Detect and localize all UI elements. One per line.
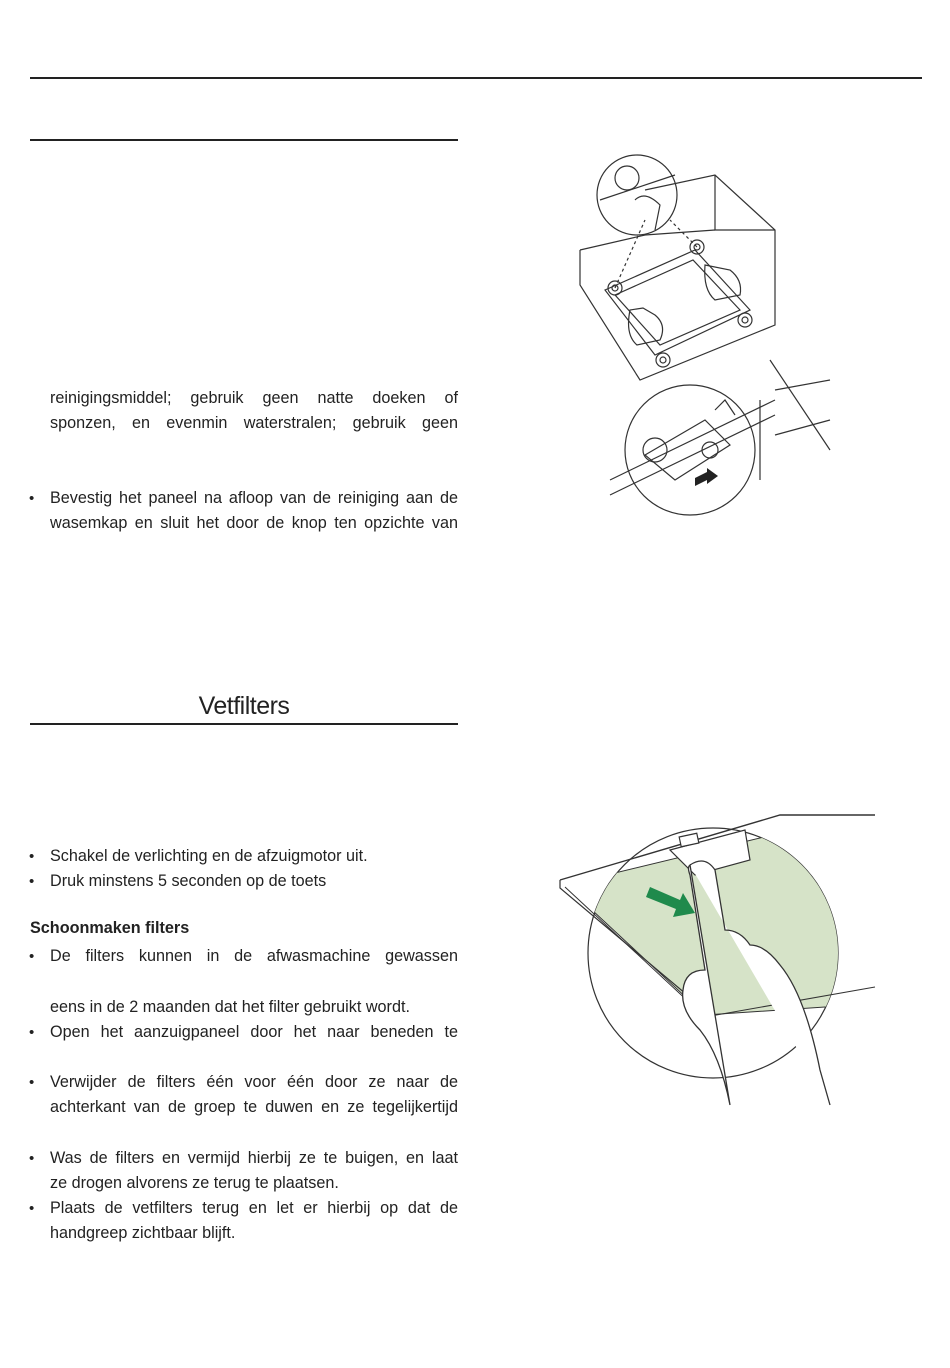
bullet-press-key: Druk minstens 5 seconden op de toets — [50, 872, 327, 890]
bullet-lights-off: Schakel de verlichting en de afzuigmotor uit. — [50, 847, 368, 865]
bullet-marker: • — [29, 948, 35, 965]
cleaning-line-1: reinigingsmiddel; gebruik geen natte doeken of — [50, 389, 458, 407]
replace-filters-line-2: handgreep zichtbaar blijft. — [50, 1224, 236, 1242]
bullet-marker: • — [29, 1150, 35, 1167]
panel-fasten-line-1: Bevestig het paneel na afloop van de reiniging aan de — [50, 489, 458, 507]
open-panel-line: Open het aanzuigpaneel door het naar beneden te — [50, 1023, 458, 1041]
section-heading-grease-filters: Vetfilters — [198, 692, 290, 720]
bullet-marker: • — [29, 1074, 35, 1091]
bullet-marker: • — [29, 1024, 35, 1041]
dishwasher-line: De filters kunnen in de afwasmachine gewassen — [50, 947, 458, 965]
remove-filters-line-2: achterkant van de groep te duwen en ze tegelijkertijd — [50, 1098, 458, 1116]
grease-filter-illustration — [555, 805, 885, 1125]
bullet-marker: • — [29, 490, 35, 507]
frequency-line: eens in de 2 maanden dat het filter gebruikt wordt. — [50, 998, 410, 1016]
section-rule-cleaning — [30, 139, 458, 141]
wash-filters-line-2: ze drogen alvorens ze terug te plaatsen. — [50, 1174, 339, 1192]
remove-filters-line-1: Verwijder de filters één voor één door ze naar de — [50, 1073, 458, 1091]
top-rule — [30, 77, 922, 79]
section-rule-grease — [30, 723, 458, 725]
panel-fasten-line-2: wasemkap en sluit het door de knop ten opzichte van — [50, 514, 458, 532]
bullet-marker: • — [29, 1200, 35, 1217]
hood-panel-illustration — [575, 150, 840, 520]
subheading-clean-filters: Schoonmaken filters — [30, 919, 190, 937]
wash-filters-line-1: Was de filters en vermijd hierbij ze te buigen, en laat — [50, 1149, 458, 1167]
cleaning-line-2: sponzen, en evenmin waterstralen; gebruik geen — [50, 414, 458, 432]
bullet-marker: • — [29, 848, 35, 865]
replace-filters-line-1: Plaats de vetfilters terug en let er hierbij op dat de — [50, 1199, 458, 1217]
bullet-marker: • — [29, 873, 35, 890]
